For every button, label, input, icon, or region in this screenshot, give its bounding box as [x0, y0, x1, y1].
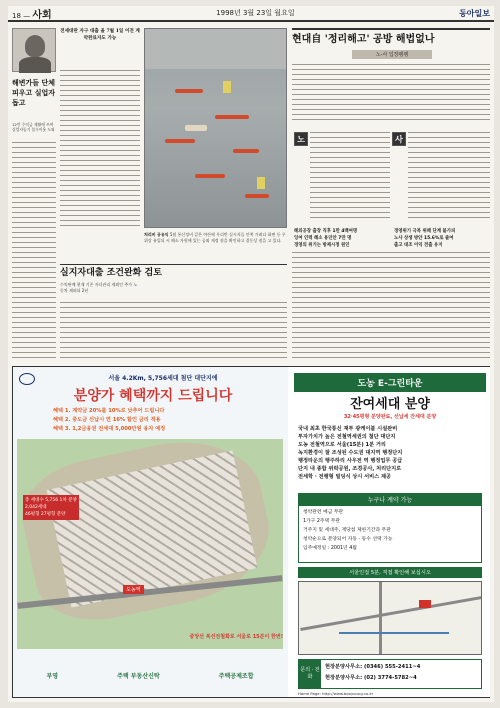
ad-right-brand: 도농 E-그린타운 — [294, 373, 486, 392]
date-line: 1998년 3월 23일 월요일 — [216, 9, 295, 17]
contract-header: 누구나 계약 가능 — [298, 493, 482, 506]
top-story-kicker: 노-사 입장팽팽 — [352, 50, 432, 59]
contract-item: 1가구 2주택 무관 — [303, 519, 340, 524]
feature-list — [298, 425, 486, 481]
left-headline: 해변가들 단체피우고 실업자 돕고 — [12, 78, 56, 107]
top-story-headline: 현대自 '정리해고' 공방 해법없나 — [292, 28, 490, 47]
inquiry-label: 문의 · 전화 — [299, 660, 321, 688]
sale-tag-text: 총 세대수 5,756 1차 분양 2,042세대 — [25, 498, 77, 510]
ad-right-panel — [290, 367, 490, 697]
feature-item: 투자가치가 높은 전철역세권의 첨단 대단지 — [298, 434, 396, 440]
labor-summary-item: 잉여 인력 해소 용인안 7만 명 — [294, 236, 352, 241]
inquiry-box — [298, 659, 482, 689]
labor-summary — [294, 228, 390, 249]
labor-summary-item: 해외공장 출장 직후 1만 4백여명 — [294, 229, 358, 234]
labor-body — [310, 132, 390, 222]
ad-right-title: 잔여세대 분양 — [350, 397, 430, 412]
feature-item: 단지 내 종합 위락공원, 조경공사, 처리단지로 — [298, 466, 402, 472]
location-map — [298, 581, 482, 655]
sale-tag — [23, 495, 79, 520]
ad-headline: 분양가 혜택까지 드립니다 — [73, 388, 233, 404]
ad-benefit-item: 혜택 1. 계약금 20%를 10%로 낮추어 드립니다 — [53, 408, 165, 414]
developer-bar — [17, 657, 283, 693]
feature-item: 도농 전철역으로 서울(15분) 1분 거리 — [298, 442, 386, 448]
ad-location-note: 서울 4.2Km, 5,756세대 첨단 대단지에 — [108, 375, 218, 382]
ad-left-panel — [13, 367, 288, 697]
mid-body-text — [60, 70, 140, 228]
photo-caption-text: 5월 통신정비 같은 야산에 우리반 실시자들 안쪽 가려다 화면 등 우위상 유입되 시 해소 자원에 있는 공외 재정 점을 확인하고 결동상 점을 고 있다. — [144, 232, 286, 243]
lower-headline: 실지자대출 조건완화 검토 — [60, 264, 287, 279]
developer-3: 주택공제조합 — [218, 672, 254, 680]
developer-1: 부영 — [46, 672, 59, 680]
phone-2: 현장분양사무소: (02) 3774-5782~4 — [325, 675, 417, 681]
section-name: 사회 — [32, 9, 52, 21]
feature-item: 국내 최초 한국통신 재투 광케이블 시설완비 — [298, 426, 398, 432]
contract-item: 청약관련 예금 무관 — [303, 510, 344, 515]
mgmt-summary-item: 경영위기 극복 위해 단계 불가피 — [394, 229, 456, 234]
mgmt-body — [408, 132, 490, 222]
feature-item: 행정타운의 행주하리 사우전 역 행정업무 공급 — [298, 458, 403, 464]
ad-benefits — [53, 407, 283, 434]
contract-item: 입주예정일 : 2001년 4월 — [303, 546, 357, 551]
labor-label: 노 — [294, 132, 308, 146]
promo-line: 중앙선 복선전철화로 서울로 15분이 한번! — [189, 634, 283, 640]
top-story-body — [292, 252, 490, 358]
mgmt-summary-item: 출고 대조 이익 전출 유지 — [394, 243, 443, 248]
ad-benefit-item: 혜택 2. 중도금 선납시 연 16% 할인 금리 적용 — [53, 417, 161, 423]
lower-body-text — [60, 302, 287, 358]
footer-url: Home Page: http://www.booyoung.co.kr — [298, 691, 374, 696]
contract-box — [298, 505, 482, 563]
ad-logo-icon — [19, 373, 35, 385]
feature-item: 녹지환경이 잘 조성된 수도권 대지역 행정단지 — [298, 450, 403, 456]
ad-benefit-item: 혜택 3. 1,2금융권 전세대 5,000만원 융자 예정 — [53, 426, 166, 432]
contract-item: 청약순으로 분양되어 자동 · 동수 선택 가능 — [303, 537, 393, 542]
mgmt-summary-item: 노사 상생 방안 15.6%로 줄여 — [394, 236, 454, 241]
top-story-lead — [292, 64, 490, 124]
lower-subhead: 수익판매 현재 기존 자녀관리 제외인 추가 노동차 제외되 2년 — [60, 282, 138, 293]
left-subhead: 12만 수익금 재활에 쓰여 실업자돕기 불우이웃 도와 — [12, 122, 55, 132]
portrait-photo — [12, 28, 56, 72]
page-header — [8, 6, 494, 22]
visit-note: 서울인접 5분, 직접 확인해 보십시오 — [298, 567, 482, 578]
mid-headline: 전세대란 자구 대출 올 7월 1일 이전 계약완료자도 가능 — [60, 29, 140, 41]
aerial-complex-illustration — [17, 439, 283, 649]
page-number: 18 — [12, 11, 21, 20]
ad-right-sub: 32·45평형 분양완료, 선납세 잔세대 분양 — [343, 414, 437, 420]
apartment-advertisement — [12, 366, 490, 698]
page-section: 18 — 사회 — [12, 9, 52, 21]
map-label: 도농역 — [123, 585, 144, 594]
photo-caption — [144, 232, 287, 243]
protest-boat-photo — [144, 28, 287, 228]
sale-tag-sub: 46평형 27평형 분양 — [25, 512, 66, 517]
phone-1: 현장분양사무소: (0346) 555-2411~4 — [325, 664, 421, 670]
photo-caption-title: 처리비 공유익 — [144, 232, 169, 237]
newspaper-page — [8, 6, 494, 702]
mgmt-label: 사 — [392, 132, 406, 146]
feature-item: 전세학 · 전행형 빌딩식 상시 서비스 제공 — [298, 474, 391, 480]
developer-2: 주택 부동산신탁 — [117, 672, 160, 680]
newspaper-logo: 동아일보 — [459, 8, 490, 18]
labor-summary-item: 경영의 위기는 방제시정 원인 — [294, 243, 350, 248]
contract-item: 거주지 및 세대주, 재당첨 제한기간과 무관 — [303, 528, 391, 533]
mgmt-summary — [394, 228, 490, 249]
left-body-text — [12, 142, 56, 362]
